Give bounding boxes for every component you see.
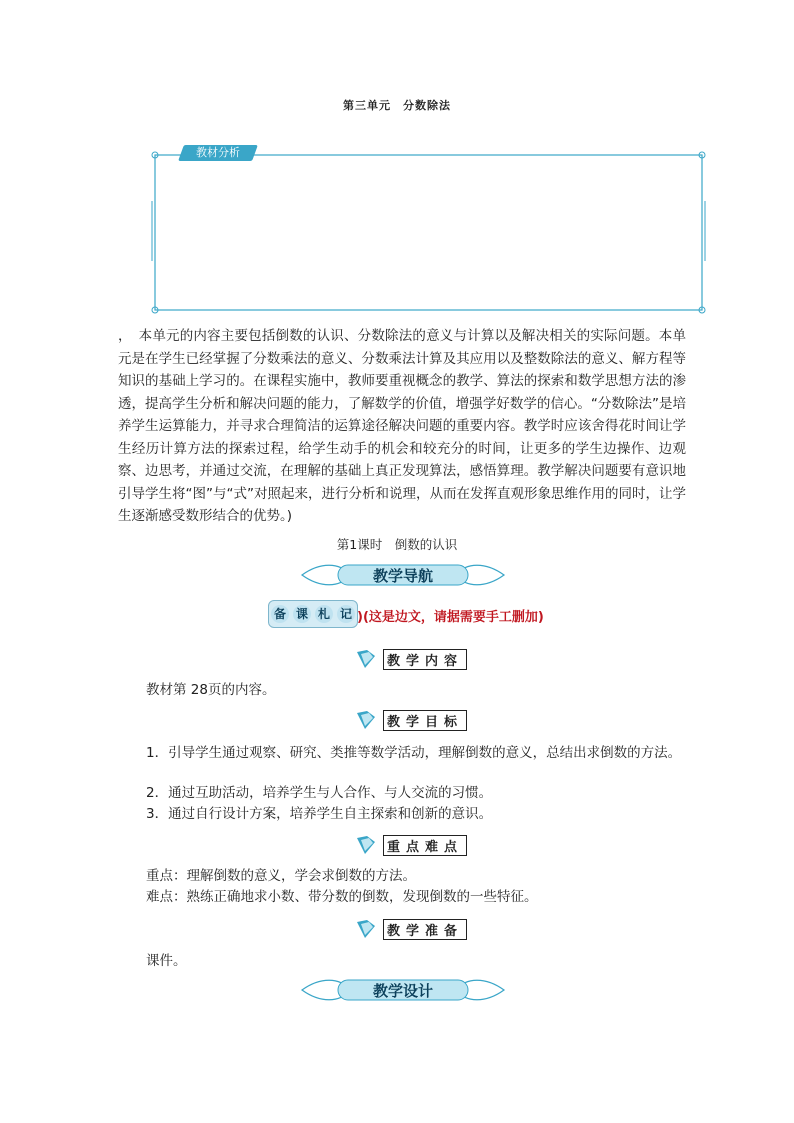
margin-note: )(这是边文，请据需要手工删加) xyxy=(357,610,544,625)
goal-line-2: 2．通过互助活动，培养学生与人合作、与人交流的习惯。 xyxy=(146,785,493,801)
section-label: 教学目标 xyxy=(383,710,467,731)
banner-design: 教学设计 xyxy=(372,982,433,1000)
goal-line-1: 1．引导学生通过观察、研究、类推等数学活动，理解倒数的意义，总结出求倒数的方法。 xyxy=(146,745,682,761)
goal-line-3: 3．通过自行设计方案，培养学生自主探索和创新的意识。 xyxy=(146,806,493,822)
note-char: 备 xyxy=(271,605,289,623)
book-icon xyxy=(355,648,377,670)
key-line-1: 重点：理解倒数的意义，学会求倒数的方法。 xyxy=(146,868,416,884)
note-box xyxy=(268,600,358,628)
section-header-content xyxy=(355,648,467,670)
analysis-frame xyxy=(151,151,706,314)
section-label: 重点难点 xyxy=(383,835,467,856)
lesson-title: 第1课时 倒数的认识 xyxy=(336,537,458,552)
analysis-label: 教材分析 xyxy=(178,145,258,161)
content-line: 教材第 28页的内容。 xyxy=(146,682,276,698)
analysis-text: ， 本单元的内容主要包括倒数的认识、分数除法的意义与计算以及解决相关的实际问题。本单元是在学生已经掌握了分数乘法的意义、分数乘法计算及其应用以及整数除法的意义、解方程等知识的基础上学习的。在课程实施中，教师要重视概念的教学、算法的探索和数学思想方法的渗透，提高学生分析和解决问题的能力，了解数学的价值，增强学好数学的信心。“分数除法”是培养学生运算能力，并寻求合理简洁的运算途径解决问题的重要内容。教学时应该舍得花时间让学生经历计算方法的探索过程，给学生动手的机会和较充分的时间，让更多的学生边操作、边观察、边思考，并通过交流，在理解的基础上真正发现算法，感悟算理。教学解决问题要有意识地引导学生将“图”与“式”对照起来，进行分析和说理，从而在发挥直观形象思维作用的同时，让学生逐渐感受数形结合的优势。) xyxy=(118,328,686,524)
section-header-goals xyxy=(355,709,467,731)
section-header-prep xyxy=(355,918,467,940)
note-char: 札 xyxy=(315,605,333,623)
section-label: 教学内容 xyxy=(383,649,467,670)
book-icon xyxy=(355,918,377,940)
key-line-2: 难点：熟练正确地求小数、带分数的倒数，发现倒数的一些特征。 xyxy=(146,889,538,905)
analysis-paragraph xyxy=(118,325,686,528)
book-icon xyxy=(355,834,377,856)
section-header-key xyxy=(355,834,467,856)
note-char: 记 xyxy=(337,605,355,623)
prep-line: 课件。 xyxy=(146,953,187,969)
section-label: 教学准备 xyxy=(383,919,467,940)
banner-nav: 教学导航 xyxy=(372,567,433,585)
unit-title: 第三单元 分数除法 xyxy=(343,99,451,112)
note-char: 课 xyxy=(293,605,311,623)
book-icon xyxy=(355,709,377,731)
